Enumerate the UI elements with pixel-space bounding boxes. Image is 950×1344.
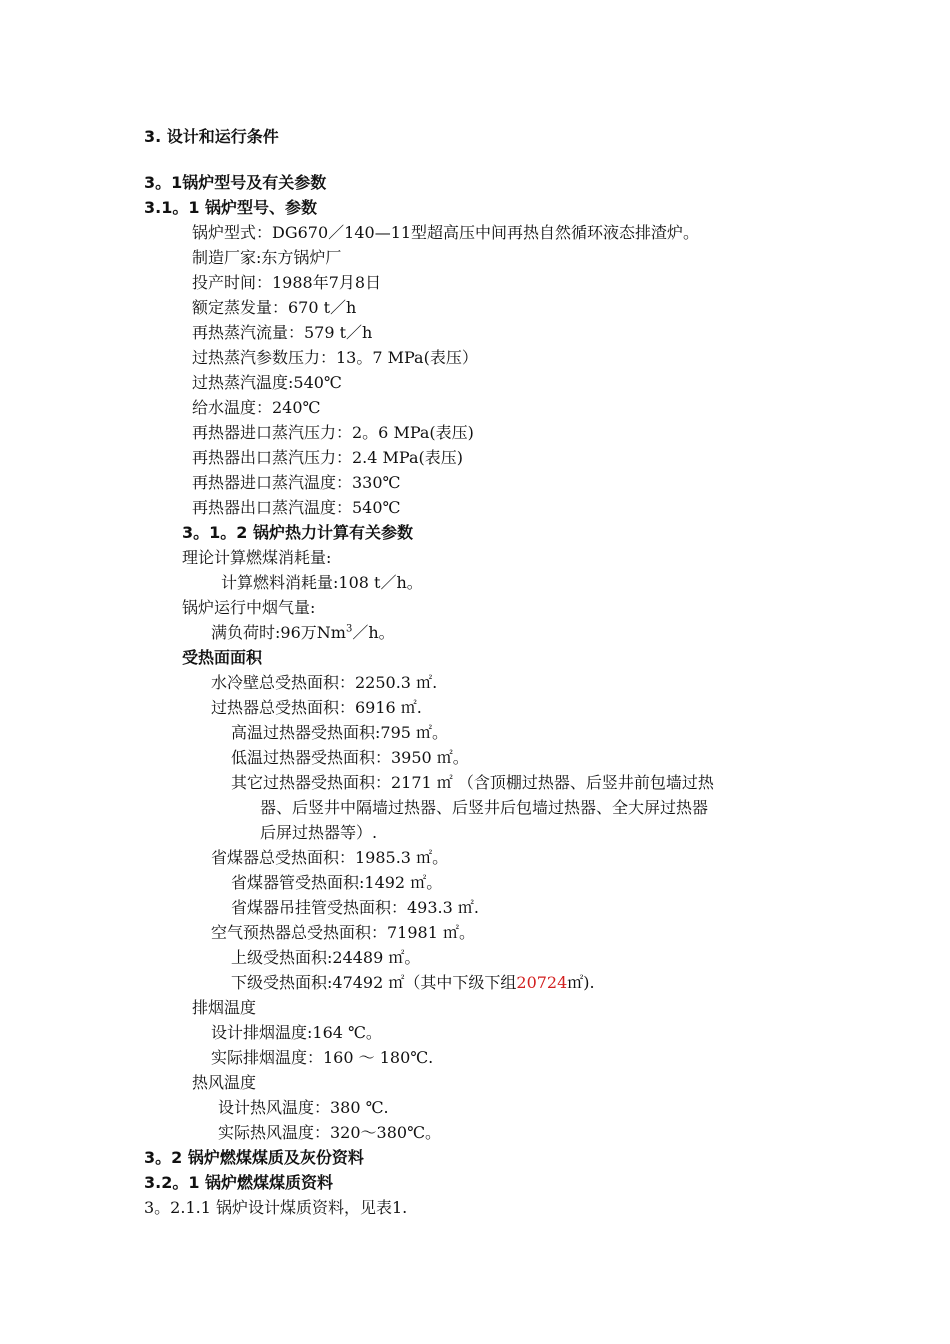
hot-air-temp-label: 热风温度 xyxy=(192,1073,257,1092)
commission-date: 投产时间：1988年7月8日 xyxy=(192,273,382,292)
exhaust-temp-label: 排烟温度 xyxy=(192,998,257,1017)
full-load-flue-gas xyxy=(211,623,395,643)
other-superheater-area-3: 后屏过热器等）. xyxy=(260,823,378,842)
upper-surface-area: 上级受热面积:24489 ㎡。 xyxy=(231,948,421,967)
superscript-3: 3 xyxy=(345,623,353,635)
lower-group-value: 20724 xyxy=(516,973,568,992)
design-exhaust-temp: 设计排烟温度:164 ℃。 xyxy=(211,1023,382,1042)
section-3-1-heading: 3。1锅炉型号及有关参数 xyxy=(144,173,327,192)
section-3-1-2-heading: 3。1。2 锅炉热力计算有关参数 xyxy=(182,523,413,542)
ht-superheater-area: 高温过热器受热面积:795 ㎡。 xyxy=(231,723,449,742)
full-load-text: 满负荷时:96万Nm xyxy=(211,623,346,642)
full-load-unit: ／h。 xyxy=(352,623,395,642)
economizer-total-area: 省煤器总受热面积：1985.3 ㎡。 xyxy=(211,848,449,867)
superheater-total-area: 过热器总受热面积：6916 ㎡. xyxy=(211,698,422,717)
economizer-hanger-area: 省煤器吊挂管受热面积：493.3 ㎡. xyxy=(231,898,479,917)
lt-superheater-area: 低温过热器受热面积：3950 ㎡。 xyxy=(231,748,469,767)
reheater-inlet-pressure: 再热器进口蒸汽压力：2。6 MPa(表压) xyxy=(192,423,474,442)
feedwater-temperature: 给水温度：240℃ xyxy=(192,398,321,417)
design-hot-air-temp: 设计热风温度：380 ℃. xyxy=(218,1098,389,1117)
reheater-outlet-pressure: 再热器出口蒸汽压力：2.4 MPa(表压) xyxy=(192,448,463,467)
rated-evaporation: 额定蒸发量：670 t／h xyxy=(192,298,357,317)
lower-surface-text: 下级受热面积:47492 ㎡（其中下级下组 xyxy=(231,973,517,992)
section-3-2-1-heading: 3.2。1 锅炉燃煤煤质资料 xyxy=(144,1173,334,1192)
section-3-2-1-1-text: 3。2.1.1 锅炉设计煤质资料，见表1. xyxy=(144,1198,408,1217)
theory-coal-label: 理论计算燃煤消耗量: xyxy=(182,548,332,567)
section-3-heading: 3. 设计和运行条件 xyxy=(144,127,279,146)
superheat-pressure: 过热蒸汽参数压力：13。7 MPa(表压） xyxy=(192,348,478,367)
lower-surface-unit: ㎡). xyxy=(567,973,595,992)
waterwall-area: 水冷壁总受热面积：2250.3 ㎡. xyxy=(211,673,438,692)
section-3-2-heading: 3。2 锅炉燃煤煤质及灰份资料 xyxy=(144,1148,364,1167)
other-superheater-area-1: 其它过热器受热面积：2171 ㎡ （含顶棚过热器、后竖井前包墙过热 xyxy=(231,773,714,792)
actual-exhaust-temp: 实际排烟温度：160 ～ 180℃. xyxy=(211,1048,434,1067)
lower-surface-area xyxy=(231,973,595,993)
manufacturer: 制造厂家:东方锅炉厂 xyxy=(192,248,342,267)
calculated-fuel: 计算燃料消耗量:108 t／h。 xyxy=(221,573,423,592)
economizer-tube-area: 省煤器管受热面积:1492 ㎡。 xyxy=(231,873,443,892)
boiler-type: 锅炉型式：DG670／140—11型超高压中间再热自然循环液态排渣炉。 xyxy=(192,223,700,242)
reheat-steam-flow: 再热蒸汽流量：579 t／h xyxy=(192,323,373,342)
flue-gas-label: 锅炉运行中烟气量: xyxy=(182,598,316,617)
actual-hot-air-temp: 实际热风温度：320～380℃。 xyxy=(218,1123,441,1142)
air-preheater-total-area: 空气预热器总受热面积：71981 ㎡。 xyxy=(211,923,475,942)
section-3-1-1-heading: 3.1。1 锅炉型号、参数 xyxy=(144,198,318,217)
other-superheater-area-2: 器、后竖井中隔墙过热器、后竖井后包墙过热器、全大屏过热器 xyxy=(260,798,709,817)
heating-surface-heading: 受热面面积 xyxy=(182,648,263,667)
reheater-outlet-temperature: 再热器出口蒸汽温度：540℃ xyxy=(192,498,401,517)
superheat-temperature: 过热蒸汽温度:540℃ xyxy=(192,373,342,392)
reheater-inlet-temperature: 再热器进口蒸汽温度：330℃ xyxy=(192,473,401,492)
